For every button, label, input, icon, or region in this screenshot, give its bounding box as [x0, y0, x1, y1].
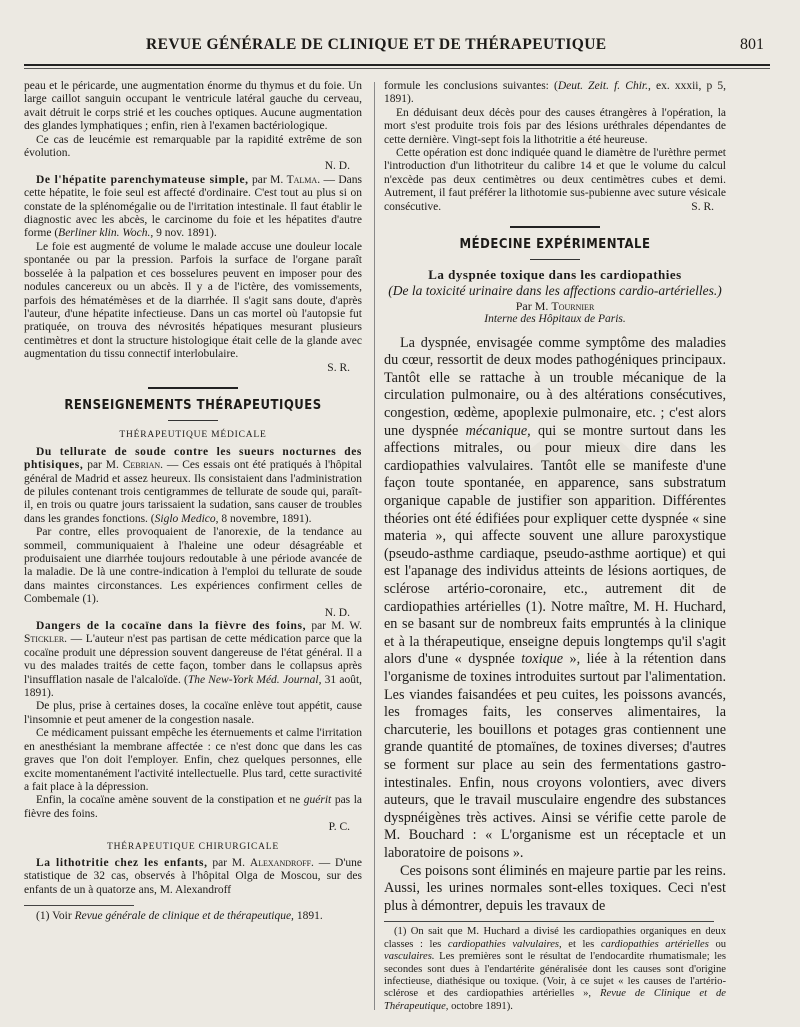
subsection-heading: THÉRAPEUTIQUE CHIRURGICALE	[107, 841, 279, 852]
signature: N. D.	[324, 606, 350, 619]
journal-ref: Revue générale de clinique et de thérapeutique,	[74, 910, 294, 923]
article-title: La dyspnée toxique dans les cardiopathies	[428, 267, 682, 283]
article-body	[384, 335, 726, 916]
article-subtitle: (De la toxicité urinaire dans les affections cardio-artérielles.)	[388, 282, 722, 298]
article-affiliation: Interne des Hôpitaux de Paris.	[484, 313, 626, 326]
signature: S. R.	[327, 361, 350, 374]
journal-ref: Deut. Zeit. f. Chir.	[557, 80, 648, 92]
paragraph: Ce cas de leucémie est remarquable par la rapidité extrême de son évolution.	[24, 133, 362, 160]
running-header	[28, 30, 768, 64]
page-number: 801	[740, 36, 764, 53]
left-column	[24, 80, 362, 924]
paragraph: Du tellurate de soude contre les sueurs nocturnes des phtisiques, par M. Cebrian. — Ces essais ont été pratiqués à l'hôpital général de Madrid et assez heureux. Ils consistaient dans l'administration de pilules contenant trois centigrammes de tellurate de soude qui, paraît-il, en trois ou quatre jours tarissaient la sudation, sans causer de troubles dans les grandes fonctions. (Siglo Medico, 8 novembre, 1891).	[24, 445, 362, 525]
footnote: (1) On sait que M. Huchard a divisé les cardiopathies organiques en deux classes : les cardiopathies valvulaires, et les cardiopathies artérielles ou vasculaires. Les premières sont le résultat de l'endocardite rhumatismale; les secondes sont dues à l'endartérite généralisée dont les causes sont d'origine infectieuse, diathésique ou toxique. (Voir, à ce sujet « les causes de l'artério-sclérose et des cardiopathies artérielles », Revue de Clinique et de Thérapeutique, octobre 1891).	[384, 926, 727, 1012]
journal-ref: Siglo Medico	[154, 512, 216, 525]
author-name: Alexandroff.	[249, 856, 314, 869]
paragraph: formule les conclusions suivantes: (Deut. Zeit. f. Chir., ex. xxxii, p 5, 1891).	[384, 80, 726, 106]
paragraph: La dyspnée, envisagée comme symptôme des maladies du cœur, ressortit de deux modes pathogéniques principaux. Tantôt elle se rattache à un trouble mécanique de la circulation pulmonaire, ou à des altérations consécutives, congestion, œdème, apoplexie pulmonaire, etc. ; c'est alors une dyspnée mécanique, qui se montre surtout dans les affections mitrales, ou pour mieux dire dans les cardiopathies valvulaires. Tantôt elle se manifeste d'une façon toute spontanée, en apparence, sans substratum organique capable de justifier son apparition. Différentes théories ont été édifiées pour expliquer cette dyspnée « sine materia », qui affecte souvent une allure paroxystique (pseudo-asthme cardiaque, pseudo-asthme aortique) et qui est l'apanage des individus atteints de lésions aortiques, de sclérose artério-coronaire, etc., autrement dit de cardiopathies artérielles (1). Notre maître, M. H. Huchard, en se basant sur de nombreux faits empruntés à la clinique et à la thérapeutique, enseigne depuis longtemps qu'il s'agit alors d'une « dyspnée toxique », liée à la rétention dans l'organisme de toxines introduites surtout par l'alimentation. Les viandes faisandées et peu cuites, les poissons avancés, les fromages faits, les conserves alimentaires, la charcuterie, les bouillons et potages gras contiennent une grande quantité de ptomaïnes, de toxines diverses; d'autres se forment sur place au sein des fermentations gastro-intestinales. Enfin, nous croyons volontiers, avec divers auteurs, que le travail musculaire engendre des substances dyspnéigènes très actives. Ainsi se vérifie cette parole de M. Bouchard : « L'organisme est un réceptacle et un laboratoire de poisons ».	[384, 334, 727, 861]
section-heading: RENSEIGNEMENTS THÉRAPEUTIQUES	[64, 397, 322, 413]
section-heading: MÉDECINE EXPÉRIMENTALE	[459, 237, 651, 253]
paragraph: Ce médicament puissant empêche les éternuements et calme l'irritation en anesthésiant la membrane affectée : ce n'est donc que dans les cas graves que l'on doit l'employer. Enfin, chez quelques personnes, elle excite momentanément l'activité intellectuelle. Plus tard, cette suractivité a fait place à la dépression.	[24, 727, 362, 793]
footnote-rule	[384, 921, 714, 922]
signature: S. R.	[691, 200, 714, 213]
paragraph: Par contre, elles provoquaient de l'anorexie, de la tendance au sommeil, communiquaient à l'haleine une odeur désagréable et produisaient une diarrhée toujours redoutable à une période avancée de la maladie. De là une contre-indication à l'emploi du tellurate de soude dans maintes circonstances. Les expériences confirment celles de Combemale (1).	[24, 526, 362, 606]
subsection-heading: THÉRAPEUTIQUE MÉDICALE	[119, 430, 267, 441]
paragraph: En déduisant deux décès pour des causes étrangères à l'opération, la mort s'est produite trois fois par des lésions uréthrales dépendantes de cette dernière. Vingt-sept fois la lithotritie a été heureuse.	[384, 106, 726, 146]
author-name: Talma.	[286, 173, 321, 186]
header-rule	[24, 64, 770, 66]
running-title: REVUE GÉNÉRALE DE CLINIQUE ET DE THÉRAPEUTIQUE	[146, 36, 607, 53]
paragraph: Dangers de la cocaïne dans la fièvre des foins, par M. W. Stickler. — L'auteur n'est pas partisan de cette médication parce que la cocaïne produit une dépression souvent dangereuse de l'état général. Il a vu des malades traités de cette façon, tomber dans le collapsus après l'insufflation nasale de l'alcaloïde. (The New-York Méd. Journal, 31 août, 1891).	[24, 620, 363, 700]
journal-ref: The New-York Méd. Journal	[187, 673, 319, 686]
section-rule	[148, 387, 238, 389]
journal-ref: Berliner klin. Woch.	[58, 227, 151, 240]
signature: P. C.	[328, 821, 350, 834]
article-author: Par M. Tournier	[515, 298, 595, 313]
paragraph: De l'hépatite parenchymateuse simple, par M. Talma. — Dans cette hépatite, le foie seul est affecté d'ordinaire. C'est tout au plus si on constate de la splénomégalie ou de l'irritation intestinale. Il faut établir le diagnostic avec les abcès, le carcinome du foie et les hépatites d'autre forme (Berliner klin. Woch., 9 nov. 1891).	[24, 173, 362, 240]
column-divider	[374, 82, 375, 1010]
abstract-title: La lithotritie chez les enfants,	[36, 856, 208, 869]
paragraph: De plus, prise à certaines doses, la cocaïne enlève tout appétit, cause l'insomnie et peut amener de la congestion nasale.	[24, 700, 362, 726]
author-name: Cebrian.	[122, 459, 164, 472]
signature: N. D.	[324, 160, 350, 173]
paragraph: Enfin, la cocaïne amène souvent de la constipation et ne guérit pas la fièvre des foins.	[24, 794, 363, 820]
abstract-title: De l'hépatite parenchymateuse simple,	[36, 173, 249, 186]
header-rule-thin	[24, 68, 770, 69]
paragraph: Le foie est augmenté de volume le malade accuse une douleur locale spontanée ou par la pression. Parfois la surface de l'organe paraît bosselée à la palpation et ces bosselures peuvent en imposer pour des nodules cancereux ou un abcès. Il y a de l'ictère, des vomissements, parfois des hématémèses et de la diarrhée. Il s'agit sans doute, d'après l'auteur, d'une hépatite infectieuse. Dans un cas mortel où l'autopsie fut pratiquée, on trouva des névrosités hépatiques mesurant plusieurs centimètres et dont la structure histologique était celle de la glande avec augmentation du tissu connectif interlobulaire.	[24, 240, 362, 361]
section-rule	[530, 259, 580, 260]
section-rule	[510, 226, 600, 228]
author-name: Stickler.	[24, 633, 68, 646]
abstract-title: Dangers de la cocaïne dans la fièvre des foins,	[36, 620, 307, 633]
paragraph: Ces poisons sont éliminés en majeure partie par les reins. Aussi, les urines normales sont-elles toxiques. Ceci n'est plus à démontrer, depuis les travaux de	[384, 862, 726, 914]
abstract-title: Du tellurate de soude contre les sueurs nocturnes des phtisiques,	[24, 445, 362, 472]
paragraph: La lithotritie chez les enfants, par M. Alexandroff. — D'une statistique de 32 cas, observés à l'hôpital Olga de Moscou, sur des enfants de un à quatorze ans, M. Alexandroff	[24, 856, 363, 896]
paragraph: Cette opération est donc indiquée quand le diamètre de l'urèthre permet l'introduction d'un lithotriteur du calibre 14 et que le volume du calcul n'excède pas deux centimètres ou deux centimètres cubes et demi. Autrement, il faut préférer la lithotomie sus-pubienne avec suture vésicale consécutive. S. R.	[384, 147, 726, 213]
footnote-rule	[24, 905, 134, 906]
section-rule	[168, 420, 218, 421]
footnote: (1) Voir Revue générale de clinique et de thérapeutique, 1891.	[36, 910, 323, 923]
paragraph: peau et le péricarde, une augmentation énorme du thymus et du foie. Un large caillot sanguin occupant le ventricule latéral gauche du cerveau, avait détruit le corps strié et les couches optiques. Aucune augmentation des glandes lymphatiques ; enfin, rien à l'examen bactériologique.	[24, 80, 362, 133]
journal-ref: Revue de Clinique et de Thérapeutique,	[384, 988, 726, 1012]
right-column	[384, 80, 726, 1013]
